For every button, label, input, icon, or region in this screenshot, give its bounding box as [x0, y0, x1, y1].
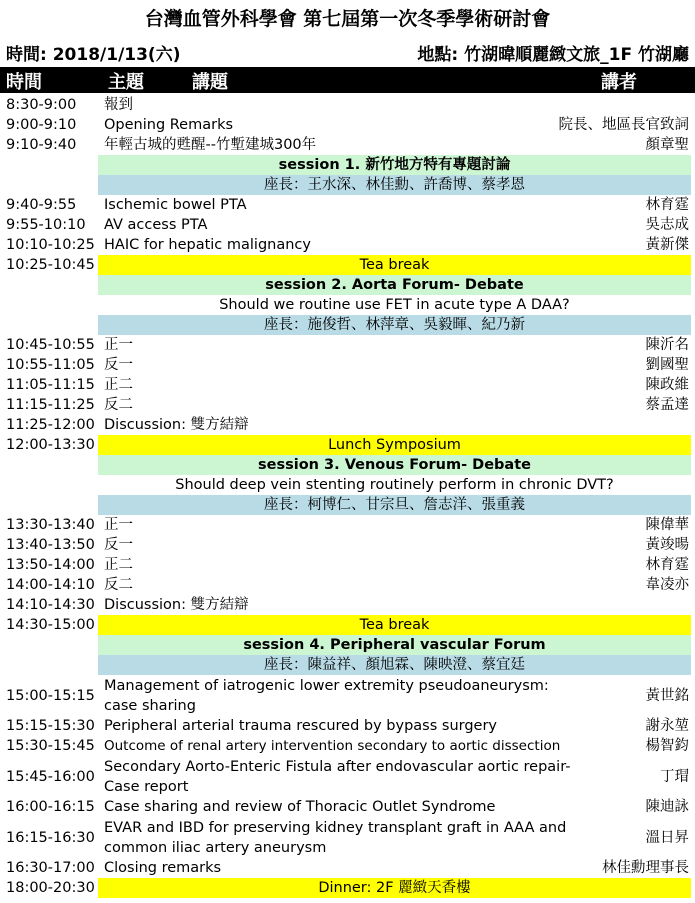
agenda-band-row [0, 275, 695, 295]
talk-title: Case sharing and review of Thoracic Outlet Syndrome [104, 799, 496, 815]
talk-title-line1: Management of iatrogenic lower extremity pseudoaneurysm: [104, 677, 549, 694]
agenda-band-row [0, 295, 695, 315]
agenda-band-row [0, 315, 695, 335]
agenda-band-row [0, 435, 695, 455]
talk-title: HAIC for hepatic malignancy [104, 237, 311, 253]
speaker-cell: 陳偉華 [645, 517, 689, 533]
talk-title: Peripheral arterial trauma rescured by bypass surgery [104, 718, 498, 734]
time-cell: 16:30-17:00 [6, 860, 95, 876]
speaker-cell: 謝永堃 [645, 718, 689, 734]
header-topic: 主題 [108, 72, 144, 93]
agenda-row [0, 95, 695, 115]
session-title: session 4. Peripheral vascular Forum [98, 635, 691, 655]
talk-title: 反一 [104, 537, 133, 553]
talk-title: 正一 [104, 517, 133, 533]
agenda-band-row [0, 635, 695, 655]
break-row: Dinner: 2F 麗緻天香樓 [98, 878, 691, 898]
talk-title: 正一 [104, 337, 133, 353]
time-cell: 14:10-14:30 [6, 597, 95, 613]
time-cell: 18:00-20:30 [6, 880, 95, 896]
talk-title: 反二 [104, 577, 133, 593]
talk-title-line2: case sharing [104, 697, 196, 714]
time-cell: 13:40-13:50 [6, 537, 95, 553]
agenda-band-row [0, 495, 695, 515]
chairs-row: 座長：施俊哲、林萍章、吳毅暉、紀乃新 [98, 315, 691, 335]
speaker-cell: 劉國聖 [645, 357, 689, 373]
agenda-band-row [0, 255, 695, 275]
time-cell: 14:30-15:00 [6, 617, 95, 633]
time-cell: 12:00-13:30 [6, 437, 95, 453]
talk-title: Discussion: 雙方結辯 [104, 417, 249, 433]
agenda-row [0, 575, 695, 595]
break-row: Lunch Symposium [98, 435, 691, 455]
header-talk: 講題 [192, 72, 228, 93]
speaker-cell: 林育霆 [645, 197, 689, 213]
agenda-row [0, 797, 695, 817]
agenda-row [0, 335, 695, 355]
time-cell: 11:05-11:15 [6, 377, 95, 393]
agenda-row [0, 235, 695, 255]
speaker-cell: 陳迪詠 [645, 799, 689, 815]
time-cell: 10:10-10:25 [6, 237, 95, 253]
time-cell: 9:10-9:40 [6, 137, 77, 153]
session-title: session 2. Aorta Forum- Debate [98, 275, 691, 295]
speaker-cell: 顏章聖 [645, 137, 689, 153]
chairs-row: 座長：柯博仁、甘宗旦、詹志洋、張重義 [98, 495, 691, 515]
talk-title: 年輕古城的甦醒--竹塹建城300年 [104, 137, 317, 153]
talk-title: 正二 [104, 557, 133, 573]
agenda-row [0, 415, 695, 435]
talk-title-line1: EVAR and IBD for preserving kidney transplant graft in AAA and [104, 819, 567, 836]
agenda-row [0, 135, 695, 155]
talk-title [104, 675, 584, 716]
agenda-row [0, 736, 695, 756]
speaker-cell: 陳政維 [645, 377, 689, 393]
agenda-row [0, 195, 695, 215]
agenda-band-row [0, 475, 695, 495]
talk-title: Closing remarks [104, 860, 222, 876]
session-question: Should deep vein stenting routinely perform in chronic DVT? [175, 477, 614, 493]
talk-title-line1: Secondary Aorto-Enteric Fistula after endovascular aortic repair- [104, 758, 571, 775]
event-info [0, 40, 695, 64]
time-cell: 11:15-11:25 [6, 397, 95, 413]
speaker-cell: 溫日昇 [645, 829, 689, 846]
speaker-cell: 蔡孟達 [645, 397, 689, 413]
speaker-cell: 楊智鈞 [645, 738, 689, 754]
agenda-row [0, 716, 695, 736]
event-date: 時間: 2018/1/13(六) [6, 45, 181, 65]
chairs-row: 座長：王水深、林佳勳、許喬博、蔡孝恩 [98, 175, 691, 195]
time-cell: 15:45-16:00 [6, 768, 95, 785]
agenda-row [0, 215, 695, 235]
talk-title: 反二 [104, 397, 133, 413]
agenda-row [0, 858, 695, 878]
time-cell: 10:25-10:45 [6, 257, 95, 273]
talk-title-line2: common iliac artery aneurysm [104, 839, 327, 856]
chairs-row: 座長：陳益祥、顏旭霖、陳映澄、蔡宜廷 [98, 655, 691, 675]
agenda-band-row [0, 615, 695, 635]
session-title: session 1. 新竹地方特有專題討論 [98, 155, 691, 175]
header-time: 時間 [6, 72, 42, 93]
time-cell: 10:55-11:05 [6, 357, 95, 373]
event-venue: 地點: 竹湖暐順麗緻文旅_1F 竹湖廳 [417, 45, 689, 65]
agenda-band-row [0, 175, 695, 195]
break-row: Tea break [98, 255, 691, 275]
talk-title-line2: Case report [104, 778, 189, 795]
agenda-row [0, 675, 695, 716]
agenda-band-row [0, 655, 695, 675]
time-cell: 9:40-9:55 [6, 197, 77, 213]
time-cell: 15:30-15:45 [6, 738, 95, 754]
time-cell: 13:50-14:00 [6, 557, 95, 573]
talk-title: Ischemic bowel PTA [104, 197, 247, 213]
speaker-cell: 院長、地區長官致詞 [558, 117, 689, 133]
speaker-cell: 林佳勳理事長 [602, 860, 689, 876]
time-cell: 16:00-16:15 [6, 799, 95, 815]
time-cell: 9:00-9:10 [6, 117, 77, 133]
speaker-cell: 林育霆 [645, 557, 689, 573]
table-header [0, 67, 695, 93]
session-question: Should we routine use FET in acute type A DAA? [219, 297, 570, 313]
time-cell: 14:00-14:10 [6, 577, 95, 593]
time-cell: 15:15-15:30 [6, 718, 95, 734]
break-row: Tea break [98, 615, 691, 635]
agenda-row [0, 817, 695, 858]
header-speaker: 講者 [601, 72, 637, 93]
agenda-row [0, 535, 695, 555]
talk-title [104, 756, 584, 797]
speaker-cell: 丁瑁 [660, 768, 689, 785]
agenda-row [0, 395, 695, 415]
speaker-cell: 陳沂名 [645, 337, 689, 353]
speaker-cell: 吳志成 [645, 217, 689, 233]
time-cell: 16:15-16:30 [6, 829, 95, 846]
time-cell: 13:30-13:40 [6, 517, 95, 533]
talk-title: 反一 [104, 357, 133, 373]
talk-title: Opening Remarks [104, 117, 234, 133]
agenda-band-row [0, 455, 695, 475]
time-cell: 11:25-12:00 [6, 417, 95, 433]
time-cell: 10:45-10:55 [6, 337, 95, 353]
agenda-row [0, 115, 695, 135]
speaker-cell: 黃新傑 [645, 237, 689, 253]
session-title: session 3. Venous Forum- Debate [98, 455, 691, 475]
talk-title: AV access PTA [104, 217, 208, 233]
talk-title: 正二 [104, 377, 133, 393]
agenda-band-row [0, 878, 695, 898]
talk-title: Outcome of renal artery intervention secondary to aortic dissection [104, 738, 561, 754]
speaker-cell: 韋凌亦 [645, 577, 689, 593]
talk-title [104, 817, 584, 858]
agenda-band-row [0, 155, 695, 175]
agenda-table [0, 95, 695, 898]
agenda-row [0, 595, 695, 615]
time-cell: 15:00-15:15 [6, 687, 95, 704]
page-title: 台灣血管外科學會 第七屆第一次冬季學術研討會 [144, 8, 551, 30]
time-cell: 9:55-10:10 [6, 217, 86, 233]
speaker-cell: 黃世銘 [645, 687, 689, 704]
agenda-row [0, 756, 695, 797]
speaker-cell: 黃竣暘 [645, 537, 689, 553]
agenda-row [0, 555, 695, 575]
talk-title: Discussion: 雙方結辯 [104, 597, 249, 613]
agenda-row [0, 375, 695, 395]
talk-title: 報到 [104, 97, 133, 113]
agenda-row [0, 355, 695, 375]
time-cell: 8:30-9:00 [6, 97, 77, 113]
agenda-row [0, 515, 695, 535]
